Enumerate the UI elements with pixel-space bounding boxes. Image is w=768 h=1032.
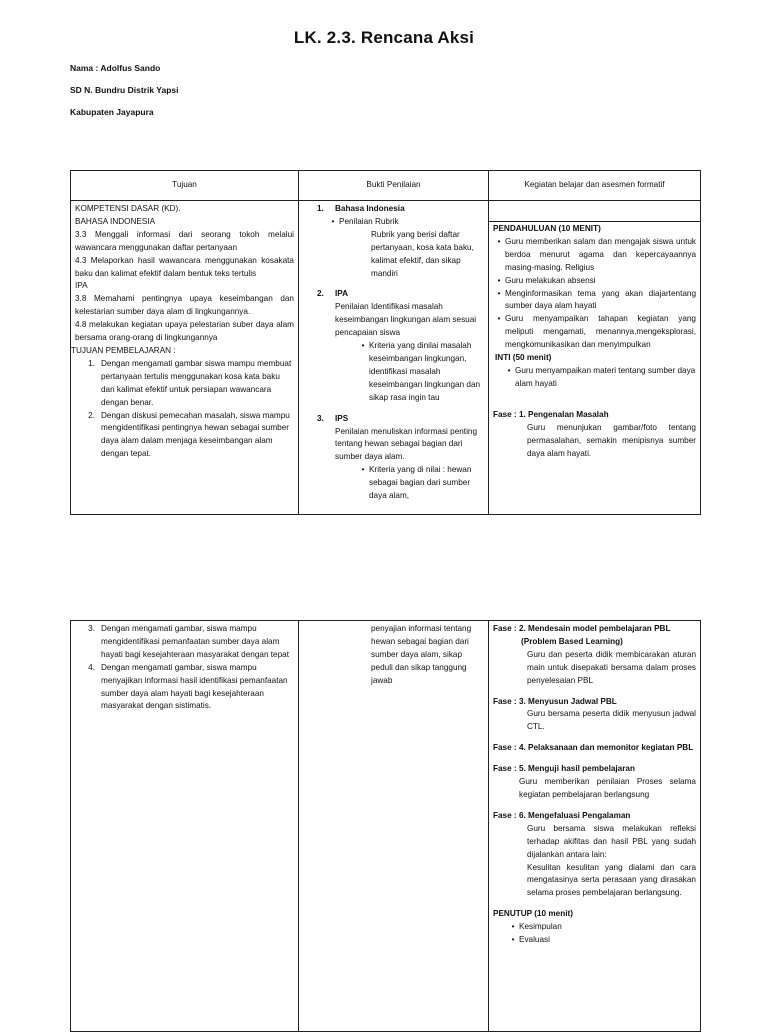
spacer <box>303 280 484 288</box>
list-item <box>75 623 294 662</box>
bahasa-indonesia-heading: BAHASA INDONESIA <box>75 216 156 226</box>
bullet-icon: • <box>361 465 365 475</box>
ips-kriteria-continued: penyajian informasi tentang hewan sebagai bagian dari sumber daya alam, sikap peduli dan sikap tanggung jawab <box>371 624 472 685</box>
kd-3-3: 3.3 Menggali informasi dari seorang tokoh melalui wawancara menggunakan daftar pertanyaan <box>75 229 294 252</box>
penutup-item: Kesimpulan <box>519 922 562 932</box>
bullet-icon: • <box>511 935 515 945</box>
bullet-icon: • <box>497 314 501 324</box>
ipa-text: Penilaian Identifikasi masalah keseimbangan lingkungan alam sesuai pencapaian siswa <box>335 302 477 338</box>
rubrik-text: Rubrik yang berisi daftar pertanyaan, kosa kata baku, kalimat efektif, dan sikap mandiri <box>371 229 474 278</box>
penutup-heading: PENUTUP (10 menit) <box>493 909 573 919</box>
bukti-penilaian-cell-continued <box>299 621 488 1031</box>
fase-3-heading: Fase : 3. Menyusun Jadwal PBL <box>493 696 617 706</box>
list-number: 2. <box>88 410 95 420</box>
pendahuluan-item: Menginformasikan tema yang akan diajartentang sumber daya alam hayati <box>505 288 696 311</box>
fase-6-heading: Fase : 6. Mengefaluasi Pengalaman <box>493 810 631 820</box>
ips-text: Penilaian menuliskan informasi penting tentang hewan sebagai bagian dari sumber daya alam. <box>335 426 477 462</box>
fase-6-text-2: Kesulitan kesulitan yang dialami dan cara mengatasinya serta perasaan yang dirasakan selama proses pembelajaran berlangsung. <box>527 862 696 898</box>
list-number: 4. <box>88 662 95 672</box>
list-item <box>493 236 696 275</box>
fase-1-text: Guru menunjukan gambar/foto tentang permasalahan, semakin menipisnya sumber daya alam hayati. <box>527 422 696 458</box>
list-item <box>303 340 484 405</box>
tujuan-1: Dengan mengamati gambar siswa mampu membuat pertanyaan tertulis menggunakan kosa kata baku dan kalimat efektif untuk persiapan wawancara dengan benar. <box>101 358 292 407</box>
fase-2-subheading: (Problem Based Learning) <box>521 636 623 646</box>
kd-4-3: 4.3 Melaporkan hasil wawancara menggunakan kosakata baku dan kalimat efektif dalam bentuk teks tertulis <box>75 255 294 278</box>
fase-5-heading: Fase : 5. Menguji hasil pembelajaran <box>493 764 635 774</box>
fase-4-heading: Fase : 4. Pelaksanaan dan memonitor kegiatan PBL <box>493 743 694 753</box>
bullet-icon: • <box>507 365 511 375</box>
ips-kriteria: Kriteria yang di nilai : hewan sebagai bagian dari sumber daya alam, <box>369 465 472 501</box>
spacer <box>303 405 484 413</box>
list-item <box>75 662 294 714</box>
page-title: LK. 2.3. Rencana Aksi <box>293 28 475 47</box>
kd-heading: KOMPETENSI DASAR (KD). <box>75 204 181 213</box>
nama-label: Nama : Adolfus Sando <box>70 63 161 73</box>
section-ipa-label: IPA <box>335 289 349 299</box>
list-number: 3. <box>88 624 95 633</box>
tujuan-2: Dengan diskusi pemecahan masalah, siswa mampu mengidentifikasi pentingnya hewan sebagai sumber daya alam dalam menjaga keseimbangan alam dengan tepat. <box>101 410 290 459</box>
sekolah-label: SD N. Bundru Distrik Yapsi <box>70 85 179 95</box>
list-item <box>493 313 696 352</box>
inti-heading: INTI (50 menit) <box>495 353 552 363</box>
list-item <box>493 934 696 947</box>
fase-3-text: Guru bersama peserta didik menyusun jadwal CTL. <box>527 709 696 732</box>
list-item <box>493 921 696 934</box>
ipa-heading: IPA <box>75 281 88 291</box>
section-ipa <box>303 288 484 301</box>
list-item <box>75 358 294 410</box>
bullet-icon: • <box>497 288 501 298</box>
fase-1-heading: Fase : 1. Pengenalan Masalah <box>493 409 609 419</box>
fase-2-text: Guru dan peserta didik membicarakan aturan main untuk disepakati bersama dalam proses penyelesaian PBL <box>527 649 696 685</box>
list-item <box>493 365 696 391</box>
header-bukti-penilaian: Bukti Penilaian <box>299 171 489 201</box>
bullet-icon: • <box>511 922 515 932</box>
list-item <box>493 275 696 288</box>
list-number: 1. <box>88 358 95 368</box>
rencana-aksi-table-page1 <box>70 170 701 515</box>
section-bahasa-indonesia <box>303 203 484 216</box>
penutup-item: Evaluasi <box>519 935 550 945</box>
header-tujuan: Tujuan <box>71 171 299 201</box>
fase-6-text: Guru bersama siswa melakukan refleksi terhadap akifitas dan hasil PBL yang sudah dijalankan antara lain: <box>527 823 696 859</box>
bullet-icon: • <box>361 341 365 351</box>
rubrik-bullet: Penilaian Rubrik <box>339 216 399 226</box>
list-item <box>493 288 696 314</box>
pendahuluan-item: Guru melakukan absensi <box>505 275 596 285</box>
tujuan-4: Dengan mengamati gambar, siswa mampu menyajikan informasi hasil identifikasi pemanfaatan sumber daya alam hayati bagi kesejahteraan masyarakat dengan sistimatis. <box>101 662 288 711</box>
list-item <box>75 410 294 462</box>
kegiatan-cell-continued <box>489 621 700 1031</box>
inti-item: Guru menyampaikan materi tentang sumber daya alam hayati <box>515 365 696 388</box>
section-bahasa-indonesia-label: Bahasa Indonesia <box>335 204 405 213</box>
list-item <box>303 464 484 503</box>
pendahuluan-item: Guru memberikan salam dan mengajak siswa untuk berdoa menurut agama dan kepercayaannya masing-masing. Religius <box>505 236 696 272</box>
kd-4-8: 4.8 melakukan kegiatan upaya pelestarian suber daya alam bersama orang-orang di lingkungannya <box>75 320 294 343</box>
kegiatan-cell <box>489 201 700 512</box>
bullet-icon: • <box>497 236 501 246</box>
pendahuluan-heading: PENDAHULUAN (10 MENIT) <box>489 221 700 236</box>
pendahuluan-item: Guru menyampaikan tahapan kegiatan yang meliputi mengamati, menannya,mengeksplorasi, mengkomunikasikan dan menyimpulkan <box>505 314 696 350</box>
header-kegiatan: Kegiatan belajar dan asesmen formatif <box>489 171 701 201</box>
list-number: 1. <box>317 204 324 213</box>
fase-5-text: Guru memberikan penilaian Proses selama kegiatan pembelajaran berlangsung <box>519 777 696 799</box>
rencana-aksi-table-page2 <box>70 620 701 1032</box>
list-item <box>303 216 484 229</box>
bullet-icon: • <box>497 275 501 285</box>
tujuan-cell <box>71 201 298 514</box>
section-ips-label: IPS <box>335 413 349 423</box>
tujuan-3: Dengan mengamati gambar, siswa mampu mengidentifikasi pemanfaatan sumber daya alam hayati bagi kesejahteraan masyarakat dengan tepat <box>101 624 289 659</box>
fase-2-heading: Fase : 2. Mendesain model pembelajaran PBL <box>493 624 671 633</box>
bukti-penilaian-cell <box>299 201 488 514</box>
section-ips <box>303 413 484 426</box>
ipa-kriteria: Kriteria yang dinilai masalah keseimbangan lingkungan, identifikasi masalah keseimbangan lingkungan dan sikap rasa ingin tau <box>369 341 481 402</box>
kd-3-8: 3.8 Memahami pentingnya upaya keseimbangan dan kelestarian sumber daya alam di lingkungannya. <box>75 294 294 317</box>
tujuan-pembelajaran-heading: TUJUAN PEMBELAJARAN : <box>71 345 176 355</box>
bullet-icon: • <box>331 216 335 226</box>
kabupaten-label: Kabupaten Jayapura <box>70 107 154 117</box>
tujuan-cell-continued <box>71 621 298 1031</box>
list-number: 2. <box>317 289 324 299</box>
list-number: 3. <box>317 413 324 423</box>
